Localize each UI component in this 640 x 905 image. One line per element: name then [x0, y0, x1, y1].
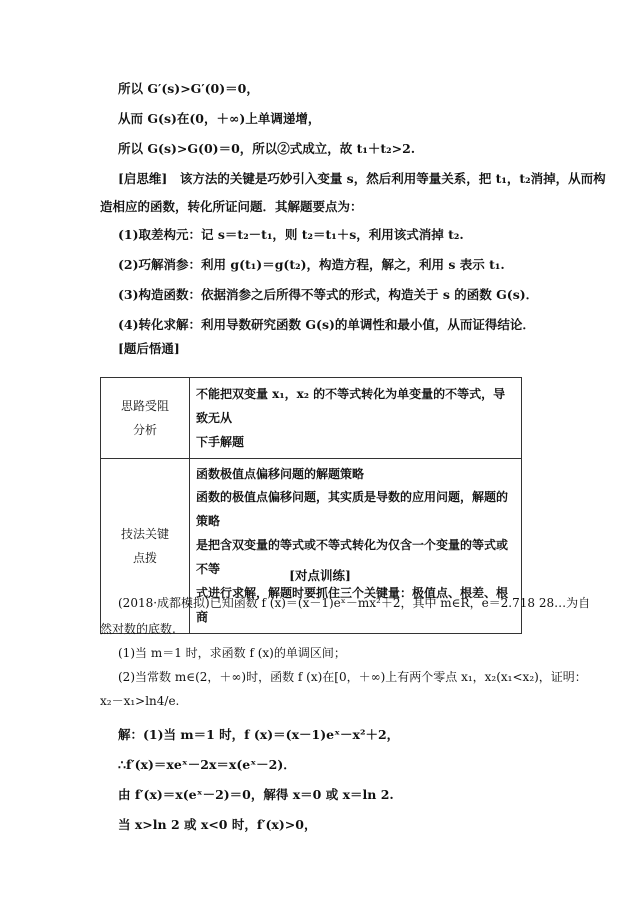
row2-label: 技法关键 点拨: [101, 459, 190, 634]
line-2: 从而 G(s)在(0，＋∞)上单调递增，: [118, 111, 321, 126]
line-7: (2)巧解消参：利用 g(t₁)＝g(t₂)，构造方程，解之，利用 s 表示 t₁.: [118, 257, 505, 272]
line-6: (1)取差构元：记 s＝t₂－t₁，则 t₂＝t₁＋s，利用该式消掉 t₂.: [118, 227, 464, 242]
line-10: [题后悟通]: [118, 341, 180, 356]
question-line-4: (2)当常数 m∈(2，＋∞)时，函数 f (x)在[0，＋∞)上有两个零点 x₁，x₂(x₁<x₂)，证明：: [118, 670, 587, 684]
line-1: 所以 G′(s)>G′(0)＝0，: [118, 81, 259, 96]
question-line-2: 然对数的底数.: [100, 622, 176, 636]
row2-content: 函数极值点偏移问题的解题策略 函数的极值点偏移问题，其实质是导数的应用问题，解题的策略 是把含双变量的等式或不等式转化为仅含一个变量的等式或不等 式进行求解，解题时要抓住三个关键量：极值点、根差、根商: [190, 459, 522, 634]
training-heading: [对点训练]: [289, 568, 351, 583]
row1-label: 思路受阻 分析: [101, 378, 190, 459]
question-line-1: (2018·成都模拟)已知函数 f (x)＝(x－1)eˣ－mx²＋2，其中 m∈R，e＝2.718 28…为自: [118, 596, 591, 610]
table-row: [101, 378, 522, 459]
line-4: [启思维] 该方法的关键是巧妙引入变量 s，然后利用等量关系，把 t₁，t₂消掉，从而构: [118, 171, 606, 186]
line-5: 造相应的函数，转化所证问题．其解题要点为：: [100, 199, 363, 214]
question-line-3: (1)当 m＝1 时，求函数 f (x)的单调区间；: [118, 646, 346, 660]
solution-line-2: ∴f′(x)＝xeˣ－2x＝x(eˣ－2)．: [118, 757, 296, 772]
line-3: 所以 G(s)>G(0)＝0，所以②式成立，故 t₁＋t₂>2.: [118, 141, 416, 156]
solution-line-3: 由 f′(x)＝x(eˣ－2)＝0，解得 x＝0 或 x＝ln 2.: [118, 787, 394, 802]
solution-line-4: 当 x>ln 2 或 x<0 时，f′(x)>0，: [118, 817, 317, 832]
question-line-5: x₂－x₁>ln4/e.: [100, 694, 180, 708]
row1-content: 不能把双变量 x₁，x₂ 的不等式转化为单变量的不等式，导致无从 下手解题: [190, 378, 522, 459]
solution-line-1: 解：(1)当 m＝1 时，f (x)＝(x－1)eˣ－x²＋2，: [118, 727, 400, 742]
line-9: (4)转化求解：利用导数研究函数 G(s)的单调性和最小值，从而证得结论．: [118, 317, 535, 332]
line-8: (3)构造函数：依据消参之后所得不等式的形式，构造关于 s 的函数 G(s)．: [118, 287, 539, 302]
